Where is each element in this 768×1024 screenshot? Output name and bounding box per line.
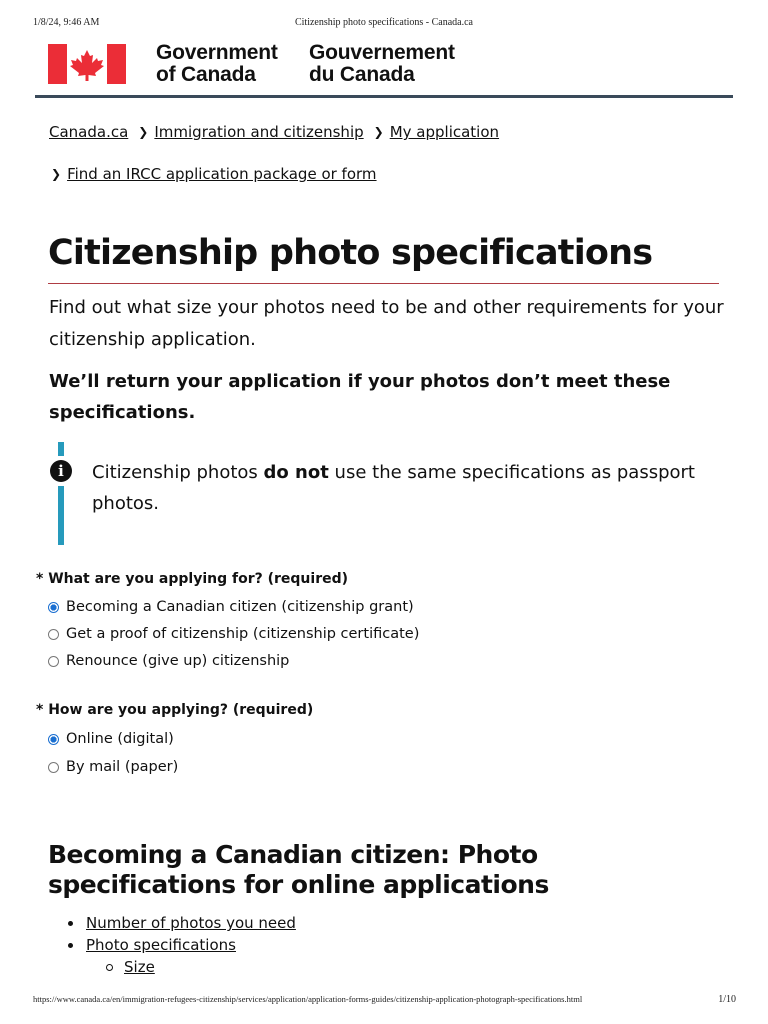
government-header xyxy=(48,41,748,86)
wordmark-french[interactable] xyxy=(309,42,455,86)
alert-text-end: use the same specifications as passport photos. xyxy=(92,462,695,514)
radio-label[interactable]: By mail (paper) xyxy=(66,759,179,775)
wordmark-fr-line1: Gouvernement xyxy=(309,41,455,64)
wordmark-en-line1: Government xyxy=(156,41,278,64)
wordmark-en-line2: of Canada xyxy=(156,63,256,86)
print-url: https://www.canada.ca/en/immigration-refugees-citizenship/services/application/application-forms-guides/citizenship-application-photograph-specifications.html xyxy=(33,994,583,1004)
list-item xyxy=(48,934,296,956)
radio-label[interactable]: Online (digital) xyxy=(66,731,174,747)
radio-label[interactable]: Becoming a Canadian citizen (citizenship grant) xyxy=(66,599,414,615)
list-item xyxy=(48,956,296,978)
radio-button[interactable] xyxy=(48,629,59,640)
header-divider xyxy=(35,95,733,98)
radio-label[interactable]: Get a proof of citizenship (citizenship certificate) xyxy=(66,626,420,642)
radio-citizenship-grant[interactable] xyxy=(48,597,414,617)
radio-label[interactable]: Renounce (give up) citizenship xyxy=(66,653,290,669)
radio-button[interactable] xyxy=(48,656,59,667)
question-how-applying-label: * How are you applying? (required) xyxy=(36,702,314,718)
table-of-contents xyxy=(48,912,296,978)
print-header xyxy=(0,17,768,31)
bullet-icon xyxy=(68,943,73,948)
breadcrumb-link-canada[interactable]: Canada.ca xyxy=(49,123,129,141)
print-datetime: 1/8/24, 9:46 AM xyxy=(33,17,100,28)
breadcrumb-link-my-application[interactable]: My application xyxy=(389,123,500,141)
wordmark-fr-line2: du Canada xyxy=(309,63,415,86)
toc-link-size[interactable]: Size xyxy=(124,958,155,976)
radio-button[interactable] xyxy=(48,762,59,773)
wordmark-english[interactable] xyxy=(156,42,278,86)
canada-flag-icon[interactable] xyxy=(48,44,126,84)
title-underline xyxy=(48,283,719,284)
intro-text: Find out what size your photos need to be and other requirements for your citizenship application. xyxy=(49,297,724,350)
page-title: Citizenship photo specifications xyxy=(48,233,653,273)
radio-by-mail[interactable] xyxy=(48,757,178,777)
print-page-title: Citizenship photo specifications - Canada.ca xyxy=(294,17,473,28)
radio-renounce-citizenship[interactable] xyxy=(48,651,289,671)
radio-online[interactable] xyxy=(48,729,174,749)
toc-link-photo-specifications[interactable]: Photo specifications xyxy=(86,936,236,954)
question-applying-for-label: * What are you applying for? (required) xyxy=(36,571,349,587)
toc-link-number-of-photos[interactable]: Number of photos you need xyxy=(86,914,296,932)
breadcrumb-link-find-package[interactable]: Find an IRCC application package or form xyxy=(67,165,377,183)
print-footer xyxy=(0,994,768,1006)
alert-text-emphasis: do not xyxy=(263,462,329,483)
info-icon: i xyxy=(50,460,72,482)
chevron-right-icon: ❯ xyxy=(51,167,62,181)
breadcrumb xyxy=(49,120,729,186)
hollow-bullet-icon xyxy=(106,964,113,971)
chevron-right-icon: ❯ xyxy=(138,125,149,139)
breadcrumb-link-immigration[interactable]: Immigration and citizenship xyxy=(154,123,364,141)
section-heading: Becoming a Canadian citizen: Photo specifications for online applications xyxy=(48,840,549,899)
chevron-right-icon: ❯ xyxy=(373,125,384,139)
print-page-number: 1/10 xyxy=(718,994,736,1005)
list-item xyxy=(48,912,296,934)
bullet-icon xyxy=(68,921,73,926)
warning-text: We’ll return your application if your photos don’t meet these specifications. xyxy=(49,371,671,423)
radio-button-checked[interactable] xyxy=(48,734,59,745)
alert-text-start: Citizenship photos xyxy=(92,462,264,483)
radio-button-checked[interactable] xyxy=(48,602,59,613)
alert-info-text xyxy=(92,457,722,519)
radio-citizenship-certificate[interactable] xyxy=(48,624,419,644)
